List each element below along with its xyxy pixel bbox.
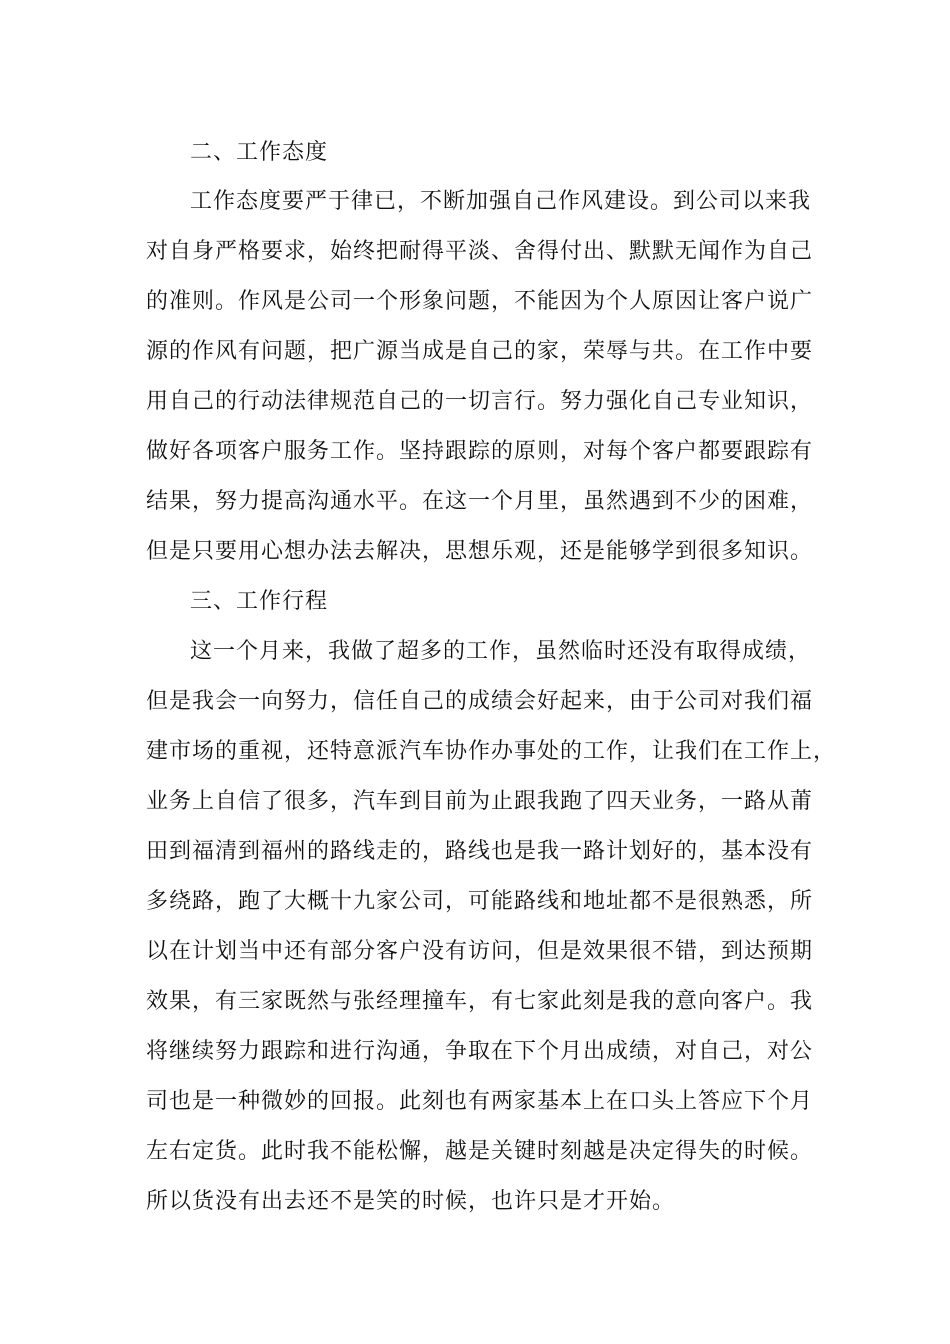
paragraph-line: 效果，有三家既然与张经理撞车，有七家此刻是我的意向客户。我 xyxy=(146,989,814,1014)
paragraph-line: 用自己的行动法律规范自己的一切言行。努力强化自己专业知识， xyxy=(146,389,814,414)
paragraph-line: 的准则。作风是公司一个形象问题，不能因为个人原因让客户说广 xyxy=(146,289,814,314)
paragraph-line: 司也是一种微妙的回报。此刻也有两家基本上在口头上答应下个月 xyxy=(146,1089,814,1114)
paragraph-line: 以在计划当中还有部分客户没有访问，但是效果很不错，到达预期 xyxy=(146,939,814,964)
paragraph-line: 做好各项客户服务工作。坚持跟踪的原则，对每个客户都要跟踪有 xyxy=(146,439,814,464)
paragraph-line: 左右定货。此时我不能松懈，越是关键时刻越是决定得失的时候。 xyxy=(146,1139,814,1164)
paragraph-line: 业务上自信了很多，汽车到目前为止跟我跑了四天业务，一路从莆 xyxy=(146,789,814,814)
paragraph-line: 工作态度要严于律已，不断加强自己作风建设。到公司以来我 xyxy=(190,189,812,214)
paragraph-line: 源的作风有问题，把广源当成是自己的家，荣辱与共。在工作中要 xyxy=(146,339,814,364)
section-heading-work-attitude: 二、工作态度 xyxy=(190,140,329,165)
paragraph-line: 多绕路，跑了大概十九家公司，可能路线和地址都不是很熟悉，所 xyxy=(146,889,814,914)
paragraph-line: 所以货没有出去还不是笑的时候，也许只是才开始。 xyxy=(146,1189,676,1214)
paragraph-line: 将继续努力跟踪和进行沟通，争取在下个月出成绩，对自己，对公 xyxy=(146,1039,814,1064)
paragraph-line: 建市场的重视，还特意派汽车协作办事处的工作，让我们在工作上， xyxy=(146,739,837,764)
section-heading-work-schedule: 三、工作行程 xyxy=(190,589,329,614)
paragraph-line: 结果，努力提高沟通水平。在这一个月里，虽然遇到不少的困难， xyxy=(146,489,814,514)
paragraph-line: 但是我会一向努力，信任自己的成绩会好起来，由于公司对我们福 xyxy=(146,689,814,714)
paragraph-line: 对自身严格要求，始终把耐得平淡、舍得付出、默默无闻作为自己 xyxy=(146,239,814,264)
paragraph-line: 但是只要用心想办法去解决，思想乐观，还是能够学到很多知识。 xyxy=(146,539,814,564)
paragraph-line: 这一个月来，我做了超多的工作，虽然临时还没有取得成绩， xyxy=(190,639,812,664)
paragraph-line: 田到福清到福州的路线走的，路线也是我一路计划好的，基本没有 xyxy=(146,839,814,864)
